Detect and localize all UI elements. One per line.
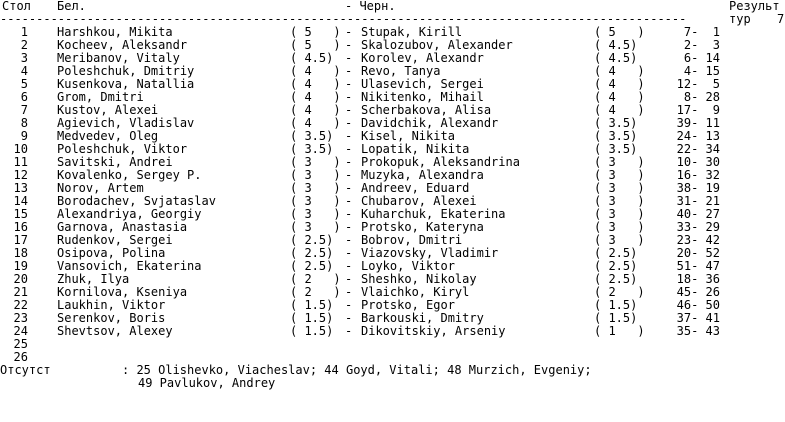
white-score: ( 1.5): [290, 324, 334, 338]
white-score: ( 3 ): [290, 220, 341, 234]
black-score: ( 3.5): [594, 142, 638, 156]
pair-dash: -: [345, 25, 353, 39]
black-player: Protsko, Kateryna: [361, 220, 484, 234]
black-player: Lopatik, Nikita: [361, 142, 470, 156]
header-black: - Черн.: [345, 0, 396, 13]
game-result: 35- 43: [676, 324, 720, 338]
header-round-label: тур: [729, 12, 751, 26]
table-number: 15: [13, 207, 28, 221]
table-number: 20: [13, 272, 28, 286]
white-score: ( 4 ): [290, 116, 341, 130]
white-score: ( 3 ): [290, 207, 341, 221]
black-score: ( 3.5): [594, 129, 638, 143]
white-player: Harshkou, Mikita: [57, 25, 173, 39]
black-score: ( 3 ): [594, 233, 645, 247]
white-score: ( 3 ): [290, 194, 341, 208]
black-player: Chubarov, Alexei: [361, 194, 477, 208]
white-score: ( 2 ): [290, 272, 341, 286]
pair-dash: -: [345, 103, 353, 117]
black-score: ( 3 ): [594, 168, 645, 182]
game-result: 45- 26: [676, 285, 720, 299]
absent-line-1: : 25 Olishevko, Viacheslav; 44 Goyd, Vitali; 48 Murzich, Evgeniy;: [122, 363, 592, 377]
black-player: Prokopuk, Aleksandrina: [361, 155, 520, 169]
table-number: 26: [13, 350, 28, 364]
pair-dash: -: [345, 194, 353, 208]
black-score: ( 3 ): [594, 207, 645, 221]
table-number: 17: [13, 233, 28, 247]
game-result: 33- 29: [676, 220, 720, 234]
pair-dash: -: [345, 51, 353, 65]
table-number: 12: [13, 168, 28, 182]
white-player: Grom, Dmitri: [57, 90, 144, 104]
table-number: 25: [13, 337, 28, 351]
black-player: Revo, Tanya: [361, 64, 441, 78]
white-player: Medvedev, Oleg: [57, 129, 159, 143]
black-score: ( 4 ): [594, 103, 645, 117]
table-number: 7: [20, 103, 28, 117]
game-result: 51- 47: [676, 259, 720, 273]
white-score: ( 5 ): [290, 25, 341, 39]
table-number: 19: [13, 259, 28, 273]
white-score: ( 3.5): [290, 142, 334, 156]
header-table: Стол: [2, 0, 31, 13]
white-score: ( 3 ): [290, 155, 341, 169]
white-score: ( 2.5): [290, 233, 334, 247]
absent-label: Отсутст: [0, 363, 51, 377]
black-score: ( 3 ): [594, 220, 645, 234]
white-score: ( 4 ): [290, 103, 341, 117]
header-result: Результ: [729, 0, 780, 13]
black-score: ( 2.5): [594, 272, 638, 286]
game-result: 24- 13: [676, 129, 720, 143]
table-number: 18: [13, 246, 28, 260]
white-player: Vansovich, Ekaterina: [57, 259, 202, 273]
white-player: Rudenkov, Sergei: [57, 233, 173, 247]
game-result: 18- 36: [676, 272, 720, 286]
pair-dash: -: [345, 155, 353, 169]
pair-dash: -: [345, 77, 353, 91]
pair-dash: -: [345, 142, 353, 156]
white-player: Poleshchuk, Dmitriy: [57, 64, 195, 78]
pair-dash: -: [345, 207, 353, 221]
white-score: ( 2.5): [290, 246, 334, 260]
pair-dash: -: [345, 38, 353, 52]
pair-dash: -: [345, 324, 353, 338]
game-result: 40- 27: [676, 207, 720, 221]
white-player: Garnova, Anastasia: [57, 220, 188, 234]
table-number: 23: [13, 311, 28, 325]
game-result: 16- 32: [676, 168, 720, 182]
game-result: 2- 3: [683, 38, 720, 52]
pair-dash: -: [345, 90, 353, 104]
white-score: ( 4 ): [290, 64, 341, 78]
white-player: Kornilova, Kseniya: [57, 285, 188, 299]
white-player: Kustov, Alexei: [57, 103, 159, 117]
black-player: Skalozubov, Alexander: [361, 38, 513, 52]
black-player: Ulasevich, Sergei: [361, 77, 484, 91]
pair-dash: -: [345, 272, 353, 286]
black-score: ( 1.5): [594, 298, 638, 312]
black-player: Loyko, Viktor: [361, 259, 455, 273]
black-player: Korolev, Alexandr: [361, 51, 484, 65]
black-player: Dikovitskiy, Arseniy: [361, 324, 506, 338]
black-score: ( 2.5): [594, 246, 638, 260]
white-player: Serenkov, Boris: [57, 311, 166, 325]
black-score: ( 2 ): [594, 285, 645, 299]
white-score: ( 4.5): [290, 51, 334, 65]
white-score: ( 3 ): [290, 168, 341, 182]
header-white: Бел.: [57, 0, 86, 13]
black-player: Andreev, Eduard: [361, 181, 470, 195]
pair-dash: -: [345, 116, 353, 130]
table-number: 6: [20, 90, 28, 104]
black-score: ( 5 ): [594, 25, 645, 39]
black-player: Stupak, Kirill: [361, 25, 463, 39]
game-result: 17- 9: [676, 103, 720, 117]
pair-dash: -: [345, 298, 353, 312]
black-player: Vlaichko, Kiryl: [361, 285, 470, 299]
white-player: Savitski, Andrei: [57, 155, 173, 169]
table-number: 3: [20, 51, 28, 65]
table-number: 10: [13, 142, 28, 156]
game-result: 39- 11: [676, 116, 720, 130]
pair-dash: -: [345, 168, 353, 182]
pair-dash: -: [345, 259, 353, 273]
white-player: Norov, Artem: [57, 181, 144, 195]
black-player: Viazovsky, Vladimir: [361, 246, 499, 260]
white-player: Borodachev, Svjataslav: [57, 194, 216, 208]
white-score: ( 3 ): [290, 181, 341, 195]
game-result: 7- 1: [683, 25, 720, 39]
black-player: Scherbakova, Alisa: [361, 103, 492, 117]
pair-dash: -: [345, 64, 353, 78]
game-result: 4- 15: [683, 64, 720, 78]
black-player: Protsko, Egor: [361, 298, 455, 312]
absent-line-2: 49 Pavlukov, Andrey: [138, 376, 276, 390]
white-player: Poleshchuk, Viktor: [57, 142, 188, 156]
pair-dash: -: [345, 220, 353, 234]
black-score: ( 4.5): [594, 51, 638, 65]
table-number: 24: [13, 324, 28, 338]
game-result: 12- 5: [676, 77, 720, 91]
game-result: 46- 50: [676, 298, 720, 312]
black-player: Barkouski, Dmitry: [361, 311, 484, 325]
header-separator: -----------------------------------------------------------------------------------------------: [0, 12, 687, 26]
black-score: ( 4 ): [594, 77, 645, 91]
pair-dash: -: [345, 311, 353, 325]
table-number: 14: [13, 194, 28, 208]
white-player: Kocheev, Aleksandr: [57, 38, 188, 52]
game-result: 20- 52: [676, 246, 720, 260]
black-player: Kuharchuk, Ekaterina: [361, 207, 506, 221]
white-score: ( 4 ): [290, 90, 341, 104]
table-number: 22: [13, 298, 28, 312]
white-player: Kusenkova, Natallia: [57, 77, 195, 91]
table-number: 8: [20, 116, 28, 130]
white-player: Meribanov, Vitaly: [57, 51, 180, 65]
white-score: ( 2.5): [290, 259, 334, 273]
table-number: 13: [13, 181, 28, 195]
black-score: ( 3 ): [594, 155, 645, 169]
black-player: Muzyka, Alexandra: [361, 168, 484, 182]
black-player: Davidchik, Alexandr: [361, 116, 499, 130]
game-result: 38- 19: [676, 181, 720, 195]
table-number: 11: [13, 155, 28, 169]
table-number: 4: [20, 64, 28, 78]
table-number: 1: [20, 25, 28, 39]
white-score: ( 5 ): [290, 38, 341, 52]
black-player: Nikitenko, Mihail: [361, 90, 484, 104]
game-result: 23- 42: [676, 233, 720, 247]
white-score: ( 2 ): [290, 285, 341, 299]
white-player: Laukhin, Viktor: [57, 298, 166, 312]
white-player: Zhuk, Ilya: [57, 272, 130, 286]
black-score: ( 4.5): [594, 38, 638, 52]
black-score: ( 3.5): [594, 116, 638, 130]
white-player: Kovalenko, Sergey P.: [57, 168, 202, 182]
game-result: 22- 34: [676, 142, 720, 156]
game-result: 10- 30: [676, 155, 720, 169]
black-score: ( 4 ): [594, 64, 645, 78]
black-score: ( 3 ): [594, 181, 645, 195]
white-player: Agievich, Vladislav: [57, 116, 195, 130]
black-player: Kisel, Nikita: [361, 129, 455, 143]
white-score: ( 1.5): [290, 298, 334, 312]
table-number: 2: [20, 38, 28, 52]
pair-dash: -: [345, 129, 353, 143]
pair-dash: -: [345, 181, 353, 195]
table-number: 9: [20, 129, 28, 143]
black-player: Bobrov, Dmitri: [361, 233, 463, 247]
white-score: ( 1.5): [290, 311, 334, 325]
white-player: Shevtsov, Alexey: [57, 324, 173, 338]
table-number: 5: [20, 77, 28, 91]
table-number: 16: [13, 220, 28, 234]
black-score: ( 2.5): [594, 259, 638, 273]
pair-dash: -: [345, 233, 353, 247]
white-player: Alexandriya, Georgiy: [57, 207, 202, 221]
white-score: ( 4 ): [290, 77, 341, 91]
game-result: 6- 14: [683, 51, 720, 65]
game-result: 31- 21: [676, 194, 720, 208]
pair-dash: -: [345, 246, 353, 260]
black-player: Sheshko, Nikolay: [361, 272, 477, 286]
black-score: ( 1.5): [594, 311, 638, 325]
header-round-number: 7: [777, 12, 785, 26]
pair-dash: -: [345, 285, 353, 299]
black-score: ( 1 ): [594, 324, 645, 338]
black-score: ( 3 ): [594, 194, 645, 208]
black-score: ( 4 ): [594, 90, 645, 104]
table-number: 21: [13, 285, 28, 299]
game-result: 8- 28: [683, 90, 720, 104]
game-result: 37- 41: [676, 311, 720, 325]
white-score: ( 3.5): [290, 129, 334, 143]
white-player: Osipova, Polina: [57, 246, 166, 260]
